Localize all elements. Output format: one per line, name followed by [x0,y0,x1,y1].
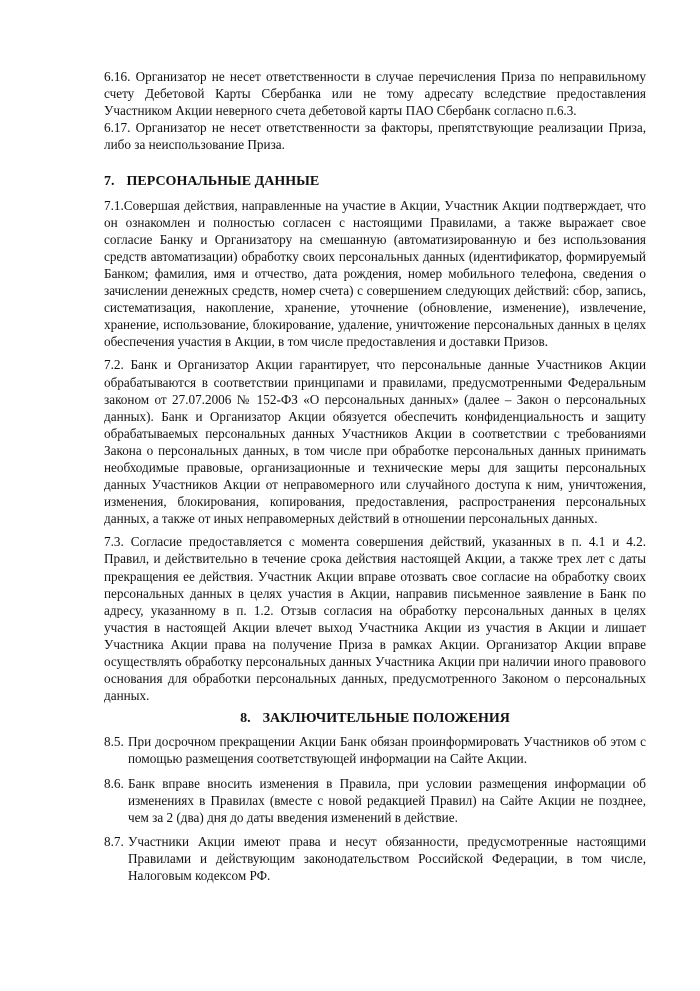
clause-6-17: 6.17. Организатор не несет ответственности за факторы, препятствующие реализации Приза, либо за неиспользование Приза. [104,120,646,153]
clause-7-2: 7.2. Банк и Организатор Акции гарантирует, что персональные данные Участников Акции обрабатываются в соответствии принципами и правилами, предусмотренными Федеральным законом от 27.07.2006 № 152-ФЗ «О персональных данных» (далее – Закон о персональных данных). Банк и Организатор Акции обязуется обеспечить конфиденциальность и защиту обрабатываемых персональных данных Участников Акции в соответствии с требованиями Закона о персональных данных, в том числе при обработке персональных данных принимать необходимые правовые, организационные и технические меры для защиты персональных данных Участников Акции от неправомерного или случайного доступа к ним, уничтожения, изменения, блокирования, копирования, предоставления, распространения персональных данных, а также от иных неправомерных действий в отношении персональных данных. [104,357,646,527]
clause-text: Банк вправе вносить изменения в Правила, при условии размещения информации об изменениях в Правилах (вместе с новой редакцией Правил) на Сайте Акции не позднее, чем за 2 (два) дня до даты введения изменений в действие. [128,775,646,825]
section-8-title: ЗАКЛЮЧИТЕЛЬНЫЕ ПОЛОЖЕНИЯ [262,711,510,727]
clause-8-6 [104,775,646,826]
clause-7-3: 7.3. Согласие предоставляется с момента совершения действий, указанных в п. 4.1 и 4.2. Правил, и действительно в течение срока действия настоящей Акции, а также трех лет с даты прекращения ее действия. Участник Акции вправе отозвать свое согласие на обработку своих персональных данных в целях участия в Акции, направив письменное заявление в Банк по адресу, указанному в п. 1.2. Отзыв согласия на обработку персональных данных в целях участия в настоящей Акции влечет выход Участника Акции из участия в Акции и лишает Участника Акции права на получение Приза в рамках Акции. Организатор Акции вправе осуществлять обработку персональных данных Участника Акции при наличии иного правового основания для обработки персональных данных, предусмотренного Законом о персональных данных. [104,534,646,704]
clause-8-7 [104,833,646,884]
section-7-title: ПЕРСОНАЛЬНЫЕ ДАННЫЕ [126,174,320,190]
section-7-number: 7. [104,174,115,190]
clause-6-16: 6.16. Организатор не несет ответственности в случае перечисления Приза по неправильному счету Дебетовой Карты Сбербанка или не тому адресату вследствие предоставления Участником Акции неверного счета дебетовой карты ПАО Сбербанк согласно п.6.3. [104,69,646,119]
document-page [104,68,646,884]
clause-text: При досрочном прекращении Акции Банк обязан проинформировать Участников об этом с помощью размещения соответствующей информации на Сайте Акции. [128,734,646,767]
clause-number: 8.5. [104,734,124,750]
section-8-heading [104,710,646,727]
clause-text: Участники Акции имеют права и несут обязанности, предусмотренные настоящими Правилами и действующим законодательством Российской Федерации, в том числе, Налоговым кодексом РФ. [128,833,646,884]
clause-number: 8.6. [104,775,124,791]
section-7-heading [104,173,646,190]
clause-number: 8.7. [104,833,124,849]
section-8-number: 8. [240,711,251,727]
clause-8-5 [104,733,646,767]
clause-7-1: 7.1.Совершая действия, направленные на участие в Акции, Участник Акции подтверждает, что он ознакомлен и полностью согласен с настоящими Правилами, а также выражает свое согласие Банку и Организатору на смешанную (автоматизированную и без использования средств автоматизации) обработку своих персональных данных (идентификатор, формируемый Банком; фамилия, имя и отчество, дата рождения, номер мобильного телефона, сведения о зачислении денежных средств, номер счета) с совершением следующих действий: сбор, запись, систематизация, накопление, хранение, уточнение (обновление, изменение), извлечение, хранение, использование, блокирование, удаление, уничтожение персональных данных в целях обеспечения участия в Акции, в том числе предоставления и доставки Призов. [104,197,646,350]
